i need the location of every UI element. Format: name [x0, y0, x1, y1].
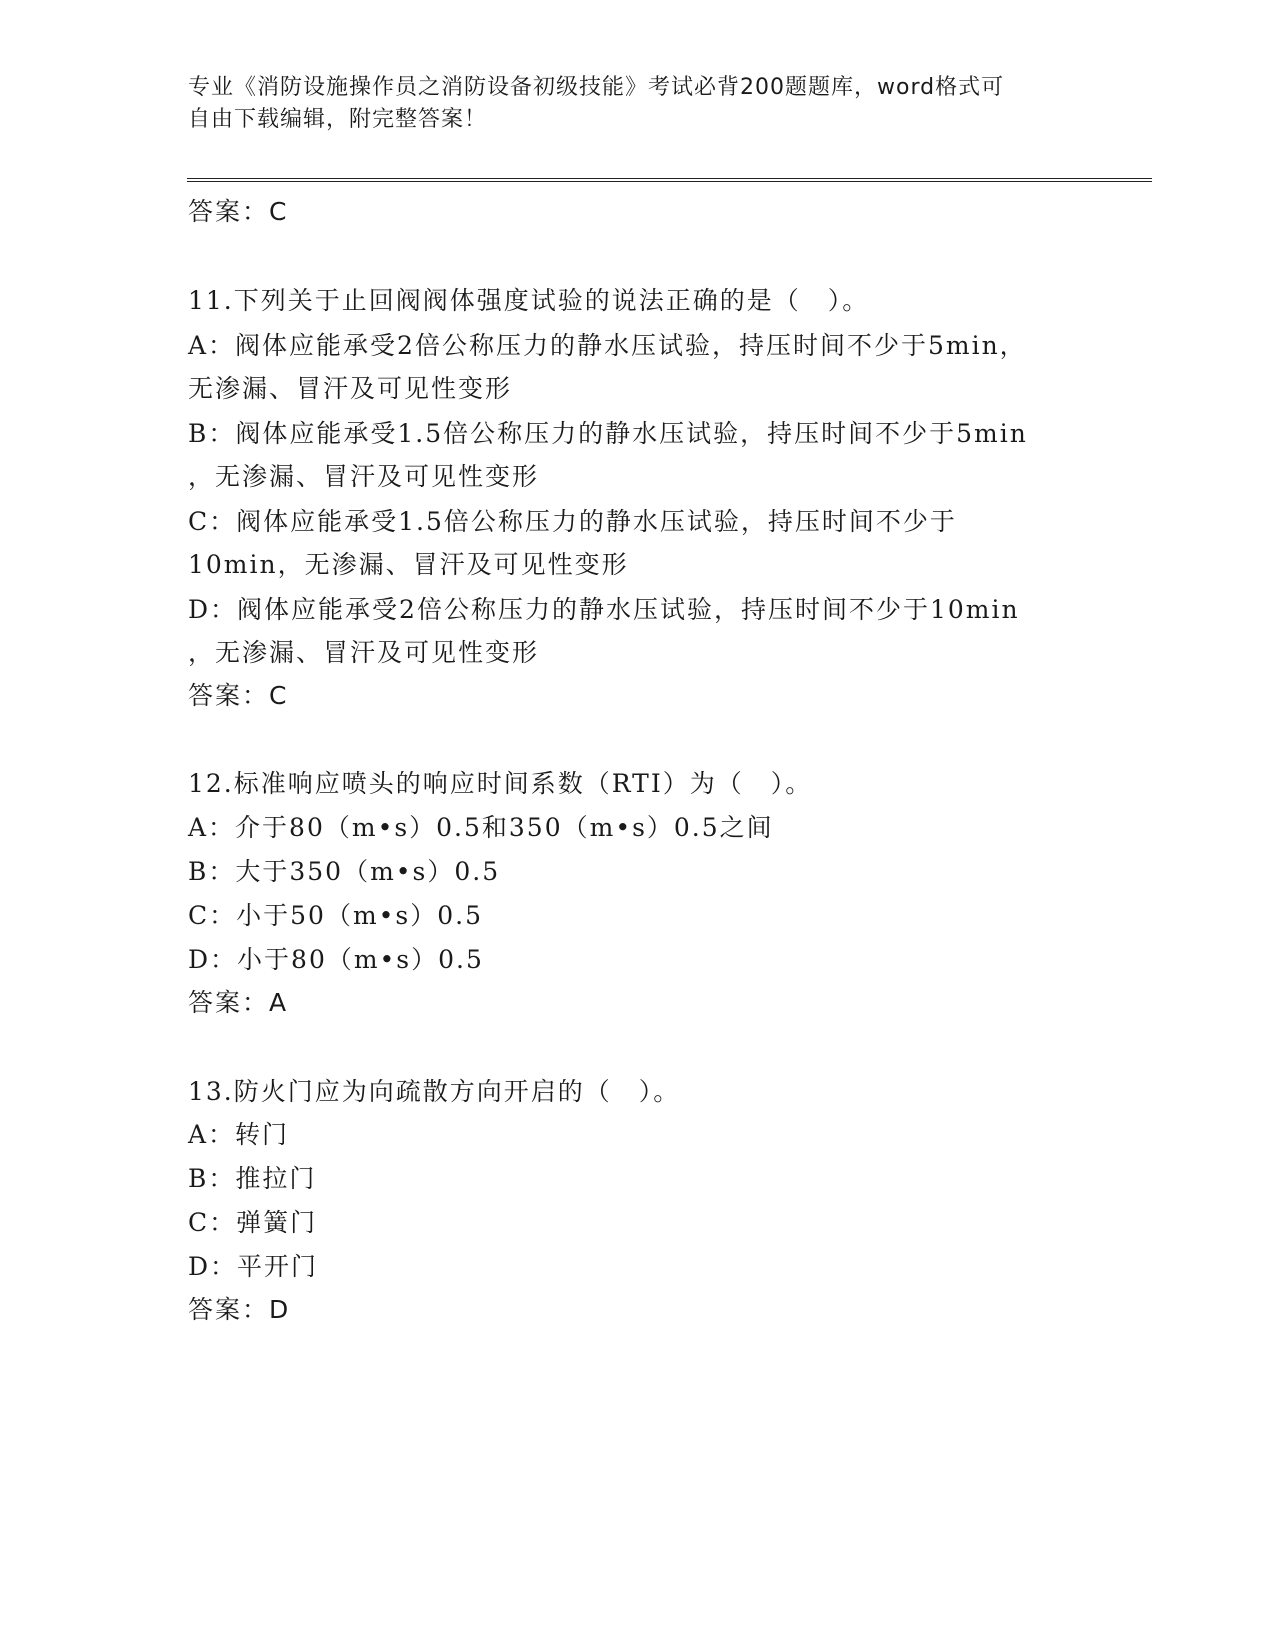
question-11-option-a-cont: 无渗漏、冒汗及可见性变形: [188, 374, 513, 403]
header-line-1: 专业《消防设施操作员之消防设备初级技能》考试必背200题题库，word格式可: [188, 75, 1005, 100]
question-12-option-a: A：介于80（m•s）0.5和350（m•s）0.5之间: [188, 813, 774, 842]
question-13-option-a: A：转门: [188, 1120, 290, 1149]
question-11-option-c-cont: 10min，无渗漏、冒汗及可见性变形: [188, 550, 629, 579]
previous-answer: 答案：C: [188, 197, 289, 226]
question-13-option-d: D：平开门: [188, 1252, 319, 1281]
header-line-2: 自由下载编辑，附完整答案！: [188, 107, 488, 132]
question-12-answer: 答案：A: [188, 988, 289, 1017]
question-11-answer: 答案：C: [188, 681, 289, 710]
question-11-option-d: D：阀体应能承受2倍公称压力的静水压试验，持压时间不少于10min: [188, 595, 1020, 624]
page-header: [188, 72, 1088, 136]
question-11-option-a: A：阀体应能承受2倍公称压力的静水压试验，持压时间不少于5min，: [188, 331, 1027, 360]
question-11-option-d-cont: ，无渗漏、冒汗及可见性变形: [188, 638, 540, 667]
question-13-stem: 13.防火门应为向疏散方向开启的（ ）。: [188, 1077, 681, 1106]
question-11-option-c: C：阀体应能承受1.5倍公称压力的静水压试验，持压时间不少于: [188, 507, 957, 536]
question-11-stem: 11.下列关于止回阀阀体强度试验的说法正确的是（ ）。: [188, 286, 870, 315]
header-divider-bottom: [187, 181, 1152, 182]
question-12-option-c: C：小于50（m•s）0.5: [188, 901, 483, 930]
question-13-option-b: B：推拉门: [188, 1164, 317, 1193]
question-13-option-c: C：弹簧门: [188, 1208, 318, 1237]
question-11-option-b: B：阀体应能承受1.5倍公称压力的静水压试验，持压时间不少于5min: [188, 419, 1028, 448]
question-12-stem: 12.标准响应喷头的响应时间系数（RTI）为（ ）。: [188, 769, 813, 798]
header-divider-top: [187, 178, 1152, 179]
question-11-option-b-cont: ，无渗漏、冒汗及可见性变形: [188, 462, 540, 491]
question-12-option-d: D：小于80（m•s）0.5: [188, 945, 484, 974]
question-13-answer: 答案：D: [188, 1295, 291, 1324]
question-12-option-b: B：大于350（m•s）0.5: [188, 857, 501, 886]
